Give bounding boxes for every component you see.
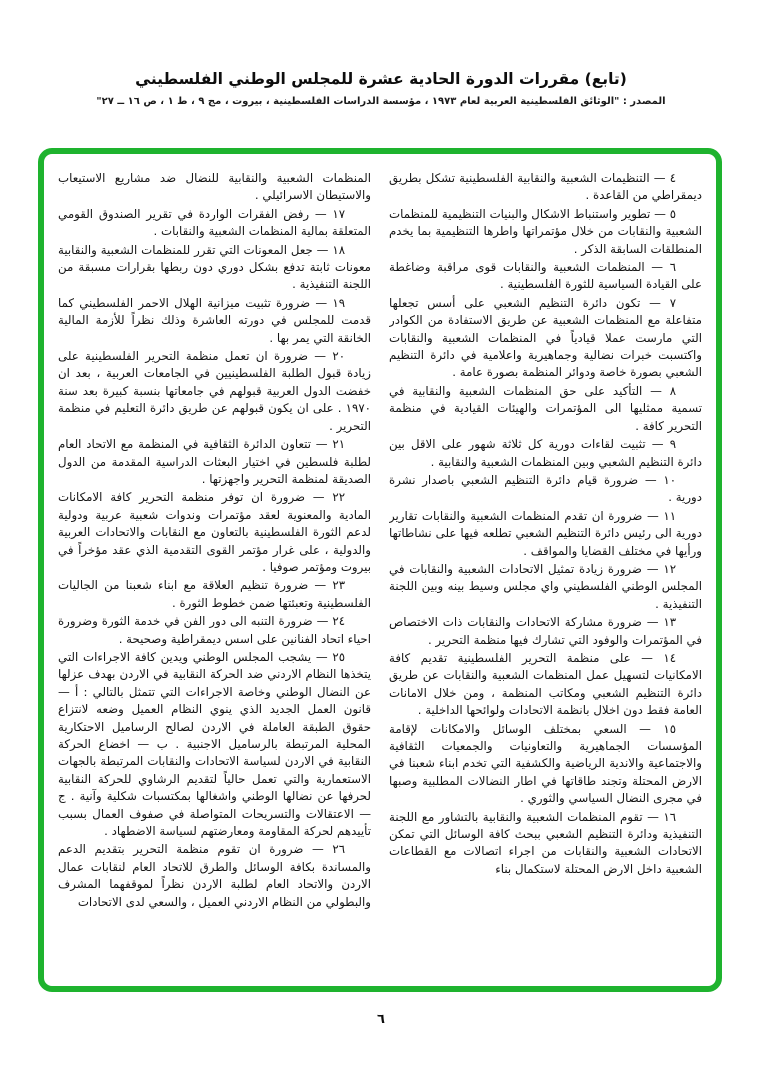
paragraph: ٨ — التأكيد على حق المنظمات الشعبية والنقابية في تسمية ممثليها الى المؤتمرات والهيئات القيادية في منظمة التحرير كافة . <box>389 383 702 433</box>
paragraph: ١٢ — ضرورة زيادة تمثيل الاتحادات الشعبية والنقابات في المجلس الوطني الفلسطيني واي مجلس وسيط بينه وبين اللجنة التنفيذية . <box>389 561 702 611</box>
paragraph: ٧ — تكون دائرة التنظيم الشعبي على أسس تجعلها متفاعلة مع المنظمات الشعبية عن طريق الاستفادة من الكوادر التي مارست عملا قيادياً في المنظمات الشعبية والنقابات واكتسبت خبرات نضالية وجماهيرية واعلامية في دائرة التنظيم الشعبي بصورة خاصة ودوائر المنظمة بصورة عامة . <box>389 295 702 380</box>
column-left <box>58 170 371 976</box>
paragraph: ١٠ — ضرورة قيام دائرة التنظيم الشعبي باصدار نشرة دورية . <box>389 472 702 505</box>
paragraph: ٢٦ — ضرورة ان تقوم منظمة التحرير بتقديم الدعم والمساندة بكافة الوسائل والطرق للاتحاد العام لنقابات عمال الاردن والاتحاد العام لطلبة الاردن نظراً لموقفهما المشرف والبطولي من النظام الاردني العميل ، والسعي لدى الاتحادات <box>58 842 371 909</box>
paragraph: ١١ — ضرورة ان تقدم المنظمات الشعبية والنقابات تقارير دورية الى رئيس دائرة التنظيم الشعبي تطلعه فيها على نشاطاتها ورأيها في مختلف القضايا والمواقف . <box>389 508 702 558</box>
paragraph: ١٤ — على منظمة التحرير الفلسطينية تقديم كافة الامكانيات لتسهيل عمل المنظمات الشعبية والنقابات عن طريق دائرة التنظيم الشعبي ومكاتب المنظمة ، ومن خلال الامانات العامة فقط دون اخلال بانظمة الاتحادات ولوائحها الداخلية . <box>389 650 702 718</box>
paragraph: ٢٢ — ضرورة ان توفر منظمة التحرير كافة الامكانات المادية والمعنوية لعقد مؤتمرات وندوات شعبية عربية ودولية لدعم الثورة الفلسطينية بالتعاون مع النقابات والاتحادات العربية والدولية ، على غرار مؤتمر القوى التقدمية الذي عقد مؤخراً في بيروت ومؤتمر صوفيا . <box>58 490 371 574</box>
paragraph: ٢١ — تتعاون الدائرة الثقافية في المنظمة مع الاتحاد العام لطلبة فلسطين في اختيار البعثات الدراسية المقدمة من الدول الصديقة لمنظمة التحرير واجهزتها . <box>58 437 371 486</box>
page-number: ٦ <box>377 1012 385 1027</box>
content-border-box <box>38 148 722 992</box>
paragraph: ٦ — المنظمات الشعبية والنقابات قوى مراقبة وضاغطة على القيادة السياسية للثورة الفلسطينية . <box>389 260 702 292</box>
paragraph: ٩ — تثبيت لقاءات دورية كل ثلاثة شهور على الاقل بين دائرة التنظيم الشعبي وبين المنظمات الشعبية والنقابية . <box>389 437 702 469</box>
paragraph: ١٥ — السعي بمختلف الوسائل والامكانات لإقامة المؤسسات الجماهيرية والتعاونيات والجمعيات الثقافية والاجتماعية والاندية الرياضية والكشفية التي تخدم ابناء شعبنا في الارض المحتلة وتجند طاقاتها في اطار النضالات المطلبية وصبها في مجرى النضال السياسي والثوري . <box>389 721 702 806</box>
page-header <box>0 70 762 107</box>
paragraph: ٢٠ — ضرورة ان تعمل منظمة التحرير الفلسطينية على زيادة قبول الطلبة الفلسطينيين في الجامعات العربية ، بعد ان خفضت الدول العربية قبولهم في جامعاتها بنسبة كبيرة بعد سنة ١٩٧٠ . على ان يكون قبولهم عن طريق دائرة التعليم في منظمة التحرير . <box>58 349 371 433</box>
paragraph: ١٩ — ضرورة تثبيت ميزانية الهلال الاحمر الفلسطيني كما قدمت للمجلس في دورته العاشرة وذلك نظراً للأزمة المالية الخانقة التي يمر بها . <box>58 295 371 345</box>
page-title: (تابع) مقررات الدورة الحادية عشرة للمجلس الوطني الفلسطيني <box>135 70 627 88</box>
page-footer <box>0 1008 762 1027</box>
paragraph: ٢٤ — ضرورة التنبه الى دور الفن في خدمة الثورة وضرورة احياء اتحاد الفنانين على اسس ديمقراطية وصحيحة . <box>58 614 371 646</box>
paragraph: ٢٥ — يشجب المجلس الوطني ويدين كافة الاجراءات التي يتخذها النظام الاردني ضد الحركة النقابية في الاردن بهدف عزلها عن النضال الوطني وخاصة الاجراءات التي تتمثل بالتالي : أ — قانون العمل الجديد الذي ينوي النظام العميل وضعه لانتزاع حقوق الطبقة العاملة في الاردن لصالح الرساميل الاحتكارية المحلية المرتبطة بالرساميل الاجنبية . ب — اخضاع الحركة النقابية في الاردن لسياسة الاتحادات والنقابات المرتبطة بالجهات الاستعمارية والتي تعمل حالياً لتقديم الرشاوي للحركة النقابية لحرفها عن نضالها الوطني واشغالها بمكتسبات شكلية وآنية . ج — الاعتقالات والتسريحات المتواصلة في صفوف العمال بسبب تأييدهم لحركة المقاومة ومعارضتهم لسياسة الاضطهاد . <box>58 649 371 839</box>
paragraph: ٥ — تطوير واستنباط الاشكال والبنيات التنظيمية للمنظمات الشعبية والنقابات من خلال مؤتمراتها واطرها التنظيمية بما يخدم المنطلقات السابقة الذكر . <box>389 206 702 256</box>
paragraph: ١٨ — جعل المعونات التي تقرر للمنظمات الشعبية والنقابية معونات ثابتة تدفع بشكل دوري دون ربطها بقرارات مسبقة من اللجنة التنفيذية . <box>58 242 371 292</box>
paragraph: ١٦ — تقوم المنظمات الشعبية والنقابية بالتشاور مع اللجنة التنفيذية ودائرة التنظيم الشعبي ببحث كافة الوسائل التي تمكن الاتحادات الشعبية والنقابات من اجراء اتصالات مع القطاعات الشعبية داخل الارض المحتلة لاستكمال بناء <box>389 809 702 876</box>
source-line: المصدر : "الوثائق الفلسطينية العربية لعام ١٩٧٣ ، مؤسسة الدراسات الفلسطينية ، بيروت ، مج ٩ ، ط ١ ، ص ١٦ ــ ٢٧" <box>96 96 666 107</box>
column-right <box>389 170 702 976</box>
paragraph: ٢٣ — ضرورة تنظيم العلاقة مع ابناء شعبنا من الجاليات الفلسطينية وتعبئتها ضمن خطوط الثورة . <box>58 578 371 610</box>
paragraph: ١٧ — رفض الفقرات الواردة في تقرير الصندوق القومي المتعلقة بمالية المنظمات الشعبية والنقابات . <box>58 206 371 239</box>
paragraph: المنظمات الشعبية والنقابية للنضال ضد مشاريع الاستيعاب والاستيطان الاسرائيلي . <box>58 171 371 203</box>
paragraph: ١٣ — ضرورة مشاركة الاتحادات والنقابات ذات الاختصاص في المؤتمرات والوفود التي تشارك فيها منظمة التحرير . <box>389 615 702 647</box>
paragraph: ٤ — التنظيمات الشعبية والنقابية الفلسطينية تشكل بطريق ديمقراطي من القاعدة . <box>389 171 702 203</box>
two-column-layout <box>58 170 702 976</box>
